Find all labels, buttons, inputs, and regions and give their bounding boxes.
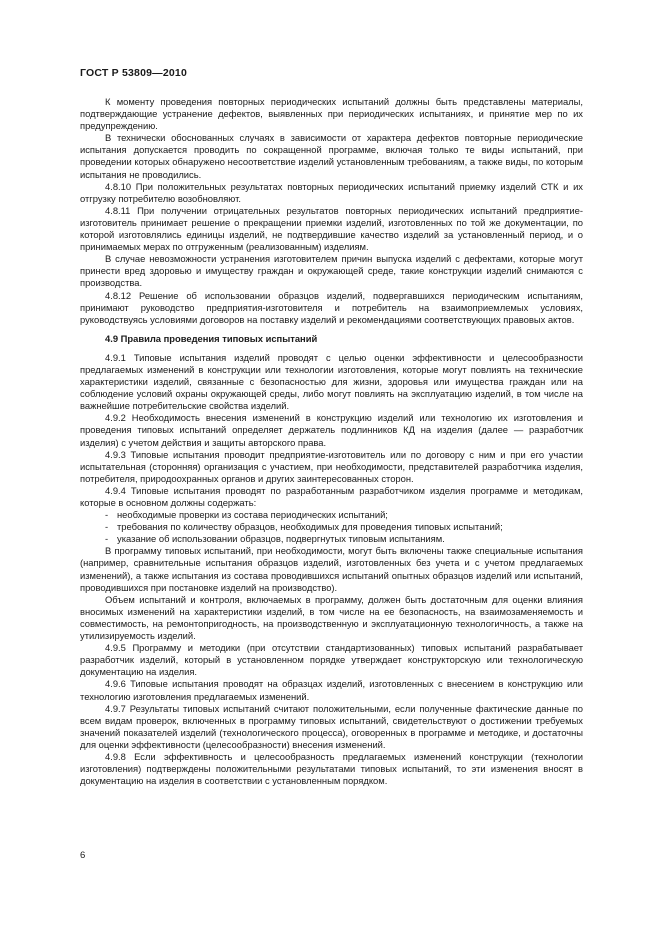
paragraph: В технически обоснованных случаях в зависимости от характера дефектов повторные периодические испытания допускается проводить по сокращенной программе, включая только те виды испытаний, при проведении которых обнаружено несоответствие изделий установленным требованиям, а также виды, по которым испытания не проводились. [80, 132, 583, 180]
document-body [80, 96, 583, 787]
dash-marker: - [105, 509, 109, 521]
dash-marker: - [105, 533, 109, 545]
paragraph: 4.9.1 Типовые испытания изделий проводят с целью оценки эффективности и целесообразности предлагаемых изменений в конструкции или технологии изготовления, которые могут повлиять на технические характеристики изделий, связанные с безопасностью для жизни, здоровья или имущества граждан или на соблюдение условий охраны окружающей среды, либо могут повлиять на эксплуатацию изделий, в том числе на важнейшие потребительские свойства изделий. [80, 351, 583, 412]
dash-marker: - [105, 521, 109, 533]
paragraph: В случае невозможности устранения изготовителем причин выпуска изделий с дефектами, которые могут принести вред здоровью и имуществу граждан и окружающей среде, такие конструкции изделий снимаются с производства. [80, 253, 583, 289]
document-header: ГОСТ Р 53809—2010 [80, 67, 188, 79]
paragraph: К моменту проведения повторных периодических испытаний должны быть представлены материалы, подтверждающие устранение дефектов, выявленных при периодических испытаниях, и принятие мер по их предупреждению. [80, 96, 583, 132]
list-item: - необходимые проверки из состава периодических испытаний; [105, 509, 388, 521]
paragraph: 4.8.12 Решение об использовании образцов изделий, подвергавшихся периодическим испытаниям, принимают руководство предприятия-изготовителя и потребитель на взаимоприемлемых условиях, руководствуясь условиями договоров на поставку изделий и рекомендациями соответствующих правовых актов. [80, 289, 583, 325]
paragraph: 4.9.5 Программу и методики (при отсутствии стандартизованных) типовых испытаний разрабатывает разработчик изделий, который в установленном порядке утверждает конструкторскую или технологическую документацию на изделия. [80, 642, 583, 678]
paragraph: 4.9.3 Типовые испытания проводит предприятие-изготовитель или по договору с ним и при его участии испытательная (сторонняя) организация с участием, при необходимости, представителей разработчика изделия, потребителя, природоохранных органов и других заинтересованных сторон. [80, 448, 583, 484]
paragraph: 4.8.10 При положительных результатах повторных периодических испытаний приемку изделий СТК и их отгрузку потребителю возобновляют. [80, 180, 583, 204]
requirements-list [80, 509, 583, 545]
paragraph: 4.9.6 Типовые испытания проводят на образцах изделий, изготовленных с внесением в конструкцию или технологию изготовления предлагаемых изменений. [80, 678, 583, 702]
section-heading: 4.9 Правила проведения типовых испытаний [105, 332, 318, 344]
paragraph: 4.9.4 Типовые испытания проводят по разработанным разработчиком изделия программе и методикам, которые в основном должны содержать: [80, 484, 583, 508]
paragraph: 4.8.11 При получении отрицательных результатов повторных периодических испытаний предприятие-изготовитель принимает решение о прекращении приемки изделий, изготовленных по той же документации, по которой изготовлялись единицы изделий, не подтвердившие качество изделий за установленный период, и о принимаемых мерах по отгруженным (реализованным) изделиям. [80, 204, 583, 253]
paragraph: 4.9.8 Если эффективность и целесообразность предлагаемых изменений конструкции (технологии изготовления) подтверждены положительными результатами типовых испытаний, то эти изменения вносят в документацию на изделия в соответствии с установленным порядком. [80, 750, 583, 787]
list-item: - указание об использовании образцов, подвергнутых типовым испытаниям. [105, 533, 445, 545]
paragraph: Объем испытаний и контроля, включаемых в программу, должен быть достаточным для оценки влияния вносимых изменений на характеристики изделий, в том числе на ее безопасность, на взаимозаменяемость и совместимость, на ремонтопригодность, на производственную и эксплуатационную технологичность, а также на утилизируемость изделий. [80, 593, 583, 642]
paragraph: 4.9.7 Результаты типовых испытаний считают положительными, если полученные фактические данные по всем видам проверок, включенных в программу типовых испытаний, свидетельствуют о достижении требуемых значений показателей изделий (технологического процесса), оговоренных в программе и методике, и достаточны для оценки эффективности (целесообразности) внесения изменений. [80, 702, 583, 750]
list-item: - требования по количеству образцов, необходимых для проведения типовых испытаний; [105, 521, 503, 533]
paragraph: 4.9.2 Необходимость внесения изменений в конструкцию изделий или технологию их изготовления и проведения типовых испытаний определяет держатель подлинников КД на изделия (далее — разработчик изделия) с учетом действия и защиты авторского права. [80, 412, 583, 448]
paragraph: В программу типовых испытаний, при необходимости, могут быть включены также специальные испытания (например, сравнительные испытания образцов изделий, изготовленных без учета и с учетом предлагаемых изменений), а также испытания из состава проводившихся испытаний опытных образцов изделий или испытаний, проводившихся при постановке изделий на производство). [80, 545, 583, 593]
page-number: 6 [80, 850, 86, 861]
